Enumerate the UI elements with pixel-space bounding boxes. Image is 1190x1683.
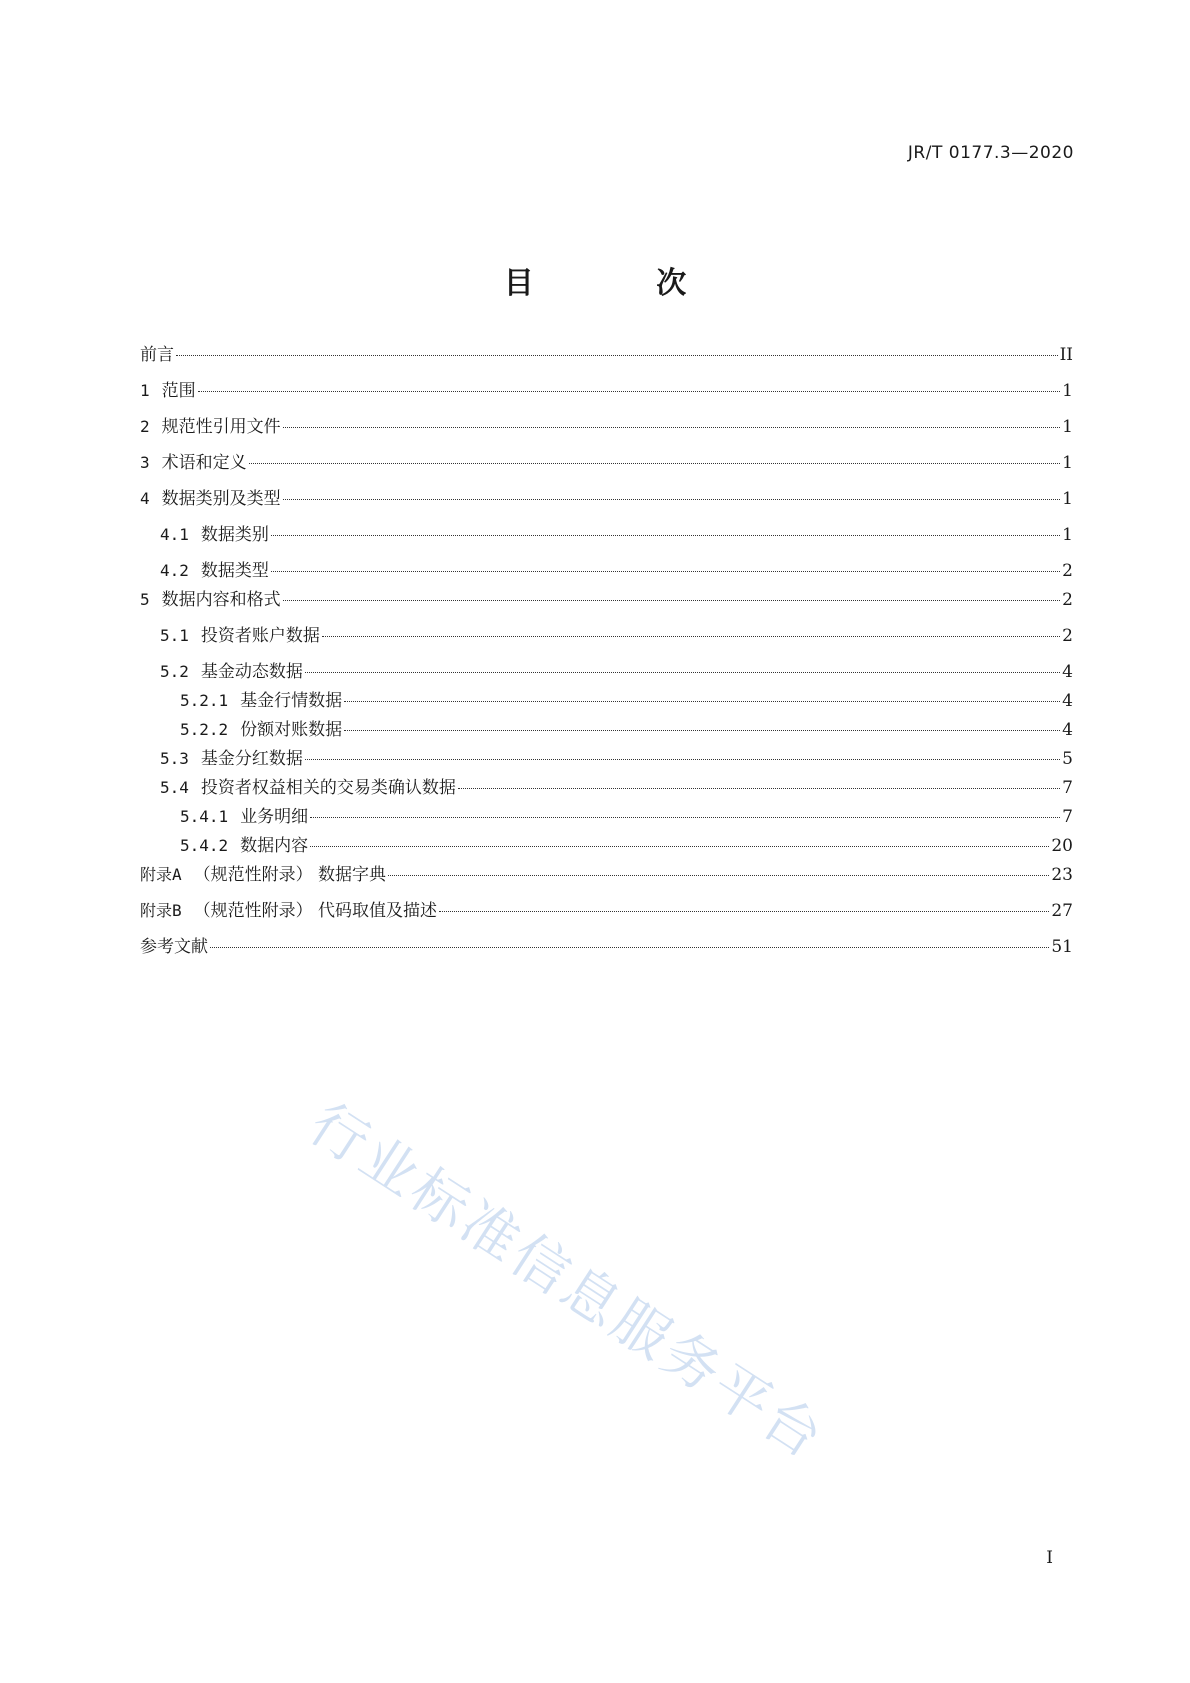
- toc-entry-text: 投资者权益相关的交易类确认数据: [200, 778, 456, 798]
- toc-entry[interactable]: [140, 831, 1073, 860]
- toc-entry-text: 投资者账户数据: [200, 626, 320, 646]
- toc-entry-page: 1: [1062, 417, 1073, 437]
- toc-entry-text: 参考文献: [140, 937, 208, 957]
- toc-entry-label: [140, 896, 437, 921]
- toc-leader-dots: [439, 911, 1049, 912]
- toc-entry-text: 基金行情数据: [240, 691, 343, 711]
- toc-entry-number: 5.4.1: [180, 807, 229, 826]
- toc-leader-dots: [249, 463, 1061, 464]
- toc-entry-number: 3: [140, 453, 150, 472]
- toc-entry-text: （规范性附录） 代码取值及描述: [193, 901, 438, 921]
- toc-entry[interactable]: [140, 896, 1073, 932]
- toc-entry[interactable]: [140, 715, 1073, 744]
- toc-entry-label: [160, 657, 303, 682]
- toc-entry-label: [180, 831, 308, 856]
- toc-entry-page: 4: [1062, 720, 1073, 740]
- toc-entry-number: 4.2: [160, 561, 189, 580]
- toc-entry-label: [180, 686, 342, 711]
- toc-entry[interactable]: [140, 520, 1073, 556]
- toc-entry-text: 数据类别及类型: [161, 489, 281, 509]
- toc-entry-label: [140, 860, 386, 885]
- toc-leader-dots: [283, 499, 1061, 500]
- toc-leader-dots: [283, 427, 1061, 428]
- toc-entry-text: 术语和定义: [161, 453, 247, 473]
- toc-entry-number: 附录A: [140, 865, 182, 884]
- toc-entry[interactable]: [140, 773, 1073, 802]
- toc-leader-dots: [210, 947, 1049, 948]
- table-of-contents: [140, 340, 1073, 968]
- toc-leader-dots: [271, 571, 1060, 572]
- toc-entry-label: [140, 932, 208, 957]
- toc-entry[interactable]: [140, 585, 1073, 621]
- toc-entry-number: 4.1: [160, 525, 189, 544]
- toc-entry-text: 前言: [140, 345, 174, 365]
- toc-entry-text: 范围: [161, 381, 196, 401]
- toc-entry-number: 1: [140, 381, 150, 400]
- toc-entry-number: 5.3: [160, 749, 189, 768]
- toc-entry-page: 2: [1062, 626, 1073, 646]
- toc-entry[interactable]: [140, 744, 1073, 773]
- toc-entry-text: 基金分红数据: [200, 749, 303, 769]
- toc-entry-number: 5: [140, 590, 150, 609]
- toc-entry-number: 5.2.1: [180, 691, 229, 710]
- toc-entry[interactable]: [140, 686, 1073, 715]
- toc-leader-dots: [283, 600, 1061, 601]
- toc-entry-text: 规范性引用文件: [161, 417, 281, 437]
- toc-entry[interactable]: [140, 802, 1073, 831]
- toc-entry[interactable]: [140, 860, 1073, 896]
- page-number: I: [1046, 1548, 1053, 1568]
- toc-entry-label: [160, 773, 456, 798]
- toc-entry-text: 数据类别: [200, 525, 269, 545]
- toc-leader-dots: [271, 535, 1060, 536]
- standard-code: JR/T 0177.3—2020: [907, 143, 1074, 163]
- toc-entry-page: 23: [1051, 865, 1073, 885]
- toc-entry-page: 1: [1062, 453, 1073, 473]
- toc-entry-label: [140, 585, 281, 610]
- toc-entry-label: [180, 715, 342, 740]
- toc-entry-label: [140, 376, 196, 401]
- toc-entry-number: 5.2: [160, 662, 189, 681]
- toc-entry-label: [160, 520, 269, 545]
- toc-entry-text: 份额对账数据: [240, 720, 343, 740]
- toc-leader-dots: [305, 672, 1060, 673]
- toc-entry-number: 5.4: [160, 778, 189, 797]
- toc-entry-page: 1: [1062, 489, 1073, 509]
- toc-entry-page: 4: [1062, 691, 1073, 711]
- toc-entry[interactable]: [140, 484, 1073, 520]
- toc-entry[interactable]: [140, 657, 1073, 686]
- toc-entry-label: [140, 340, 174, 365]
- toc-leader-dots: [344, 730, 1060, 731]
- toc-entry[interactable]: [140, 340, 1073, 376]
- toc-entry-page: 5: [1062, 749, 1073, 769]
- toc-entry-label: [140, 412, 281, 437]
- toc-entry-label: [160, 556, 269, 581]
- toc-entry-page: 51: [1051, 937, 1073, 957]
- toc-leader-dots: [344, 701, 1060, 702]
- watermark: 行业标准信息服务平台: [297, 1091, 837, 1473]
- toc-leader-dots: [198, 391, 1061, 392]
- toc-entry-text: 数据内容: [240, 836, 309, 856]
- toc-entry-page: 7: [1062, 778, 1073, 798]
- toc-entry[interactable]: [140, 932, 1073, 968]
- toc-entry-page: 2: [1062, 590, 1073, 610]
- toc-entry[interactable]: [140, 448, 1073, 484]
- toc-entry-number: 5.2.2: [180, 720, 229, 739]
- toc-entry-page: 7: [1062, 807, 1073, 827]
- toc-leader-dots: [310, 846, 1049, 847]
- toc-entry-page: 1: [1062, 525, 1073, 545]
- toc-leader-dots: [388, 875, 1049, 876]
- toc-entry-page: 20: [1051, 836, 1073, 856]
- toc-entry[interactable]: [140, 412, 1073, 448]
- toc-entry-number: 4: [140, 489, 150, 508]
- toc-entry-page: II: [1059, 345, 1073, 365]
- toc-entry-page: 1: [1062, 381, 1073, 401]
- toc-entry-label: [140, 484, 281, 509]
- toc-leader-dots: [322, 636, 1060, 637]
- toc-entry-number: 5.4.2: [180, 836, 229, 855]
- toc-entry-text: 数据内容和格式: [161, 590, 281, 610]
- toc-entry-number: 2: [140, 417, 150, 436]
- toc-entry-page: 27: [1051, 901, 1073, 921]
- toc-entry[interactable]: [140, 621, 1073, 657]
- toc-entry-label: [180, 802, 308, 827]
- toc-entry-text: 数据类型: [200, 561, 269, 581]
- toc-entry-page: 4: [1062, 662, 1073, 682]
- toc-entry-text: 基金动态数据: [200, 662, 303, 682]
- toc-entry-number: 5.1: [160, 626, 189, 645]
- toc-leader-dots: [310, 817, 1060, 818]
- page-title: 目 次: [503, 266, 743, 301]
- toc-leader-dots: [458, 788, 1060, 789]
- toc-entry-page: 2: [1062, 561, 1073, 581]
- toc-leader-dots: [176, 355, 1058, 356]
- toc-entry-label: [160, 744, 303, 769]
- toc-entry[interactable]: [140, 376, 1073, 412]
- toc-entry-label: [140, 448, 247, 473]
- toc-entry[interactable]: [140, 556, 1073, 585]
- toc-leader-dots: [305, 759, 1060, 760]
- toc-entry-label: [160, 621, 320, 646]
- toc-entry-text: （规范性附录） 数据字典: [193, 865, 387, 885]
- toc-entry-text: 业务明细: [240, 807, 309, 827]
- toc-entry-number: 附录B: [140, 901, 182, 920]
